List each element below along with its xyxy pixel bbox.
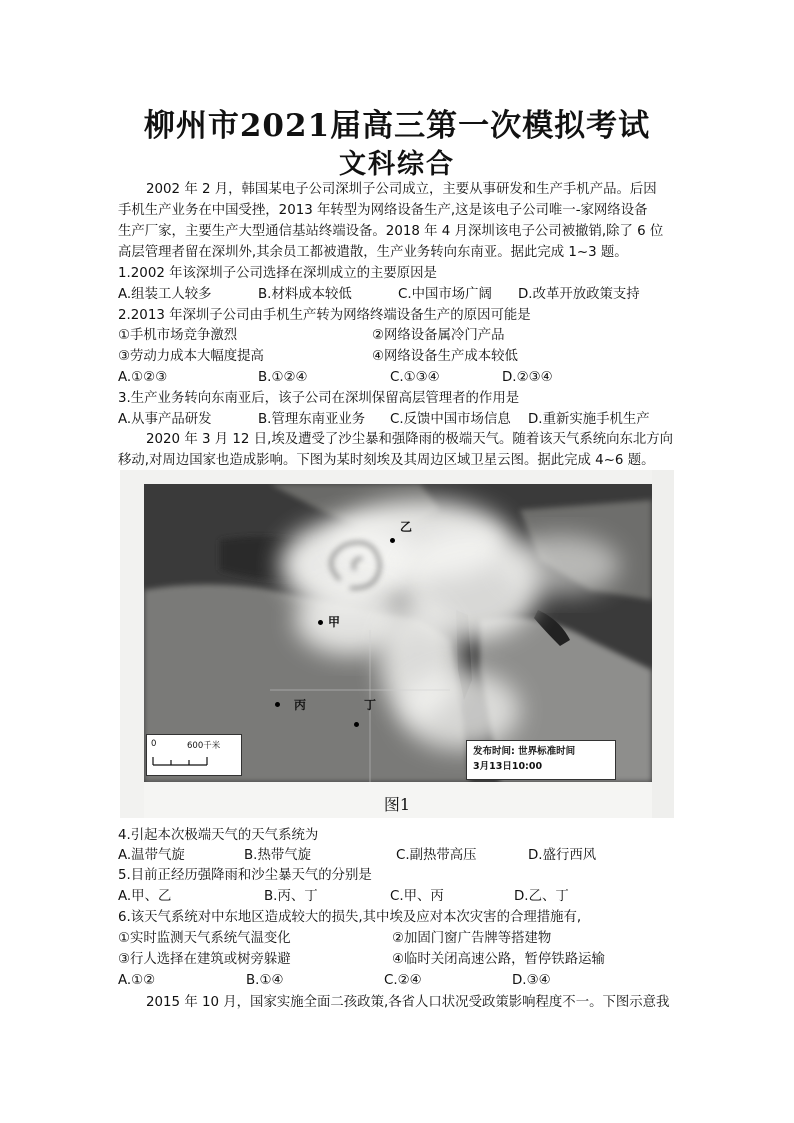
place-label-yi: 乙: [400, 520, 413, 534]
option-d: D.乙、丁: [514, 889, 569, 904]
passage1-line: 2002 年 2 月，韩国某电子公司深圳子公司成立，主要从事研发和生产手机产品。后因: [146, 182, 657, 197]
option-c: C.甲、丙: [390, 889, 444, 904]
publish-label: 发布时间: 世界标准时间: [473, 746, 576, 757]
passage2-line: 移动,对周边国家也造成影响。下图为某时刻埃及其周边区域卫星云图。据此完成 4~6 题。: [118, 453, 655, 468]
passage1-line: 手机生产业务在中国受挫，2013 年转型为网络设备生产,这是该电子公司唯一-家网络设备: [118, 203, 648, 218]
option-a: A.①②③: [118, 370, 168, 385]
figure-caption: 图1: [383, 795, 411, 814]
option-b: B.管理东南亚业务: [258, 412, 366, 427]
option-b: B.热带气旋: [244, 848, 312, 863]
question-2-stem: 2.2013 年深圳子公司由手机生产转为网络终端设备生产的原因可能是: [118, 308, 531, 323]
option-b: B.丙、丁: [264, 889, 318, 904]
item-1: ①实时监测天气系统气温变化: [118, 931, 291, 946]
option-a: A.①②: [118, 973, 156, 988]
item-4: ④临时关闭高速公路，暂停铁路运输: [392, 952, 605, 967]
scale-zero: 0: [151, 739, 157, 749]
passage1-line: 高层管理者留在深圳外,其余员工都被遣散，生产业务转向东南亚。据此完成 1~3 题。: [118, 245, 628, 260]
item-2: ②网络设备属冷门产品: [372, 328, 505, 343]
question-5-options: [118, 887, 678, 907]
option-d: D.盛行西风: [528, 848, 597, 863]
option-b: B.①④: [246, 973, 284, 988]
place-dot: [390, 538, 395, 543]
option-c: C.①③④: [390, 370, 440, 385]
option-c: C.反馈中国市场信息: [390, 412, 511, 427]
item-1: ①手机市场竞争激烈: [118, 328, 238, 343]
place-dot: [275, 702, 280, 707]
option-a: A.温带气旋: [118, 848, 185, 863]
satellite-cloud-image: [120, 470, 674, 818]
place-label-bing: 丙: [294, 698, 307, 712]
option-b: B.材料成本较低: [258, 287, 352, 302]
option-c: C.副热带高压: [396, 848, 477, 863]
question-4-stem: 4.引起本次极端天气的天气系统为: [118, 828, 319, 843]
passage1-line: 生产厂家，主要生产大型通信基站终端设备。2018 年 4 月深圳该电子公司被撤销,除了 6 位: [118, 224, 664, 239]
place-dot: [318, 620, 323, 625]
option-d: D.改革开放政策支持: [518, 287, 640, 302]
item-3: ③劳动力成本大幅度提高: [118, 349, 264, 364]
option-c: C.②④: [384, 973, 422, 988]
item-2: ②加固门窗广告牌等搭建物: [392, 931, 552, 946]
question-1-stem: 1.2002 年该深圳子公司选择在深圳成立的主要原因是: [118, 266, 437, 281]
option-d: D.③④: [512, 973, 551, 988]
place-label-jia: 甲: [328, 615, 341, 629]
question-5-stem: 5.目前正经历强降雨和沙尘暴天气的分别是: [118, 868, 372, 883]
question-2-options: [118, 368, 678, 388]
question-2-items: [118, 347, 678, 367]
question-3-stem: 3.生产业务转向东南亚后，该子公司在深圳保留高层管理者的作用是: [118, 391, 520, 406]
question-3-options: [118, 410, 678, 430]
question-2-items: [118, 326, 678, 346]
option-b: B.①②④: [258, 370, 308, 385]
option-c: C.中国市场广阔: [398, 287, 492, 302]
scale-distance: 600千米: [187, 741, 221, 751]
question-6-items: [118, 929, 678, 949]
question-6-stem: 6.该天气系统对中东地区造成较大的损失,其中埃及应对本次灾害的合理措施有,: [118, 910, 582, 925]
item-4: ④网络设备生产成本较低: [372, 349, 518, 364]
scale-bar: [146, 734, 242, 776]
page-subtitle: 文科综合: [339, 149, 455, 180]
option-a: A.组装工人较多: [118, 287, 212, 302]
page-title: 柳州市2021届高三第一次模拟考试: [143, 108, 651, 144]
place-label-ding: 丁: [364, 698, 377, 712]
option-d: D.②③④: [502, 370, 553, 385]
publish-time-box: [466, 740, 616, 780]
question-1-options: [118, 285, 678, 305]
passage2-line: 2020 年 3 月 12 日,埃及遭受了沙尘暴和强降雨的极端天气。随着该天气系统向东北方向: [146, 432, 674, 447]
place-dot: [354, 722, 359, 727]
item-3: ③行人选择在建筑或树旁躲避: [118, 952, 291, 967]
question-4-options: [118, 846, 678, 866]
question-6-items: [118, 950, 678, 970]
publish-time: 3月13日10:00: [473, 761, 543, 772]
scale-ruler: [147, 735, 241, 775]
passage3-line: 2015 年 10 月，国家实施全面二孩政策,各省人口状况受政策影响程度不一。下图示意我: [146, 995, 670, 1010]
option-a: A.甲、乙: [118, 889, 172, 904]
option-a: A.从事产品研发: [118, 412, 212, 427]
option-d: D.重新实施手机生产: [528, 412, 650, 427]
question-6-options: [118, 971, 678, 991]
